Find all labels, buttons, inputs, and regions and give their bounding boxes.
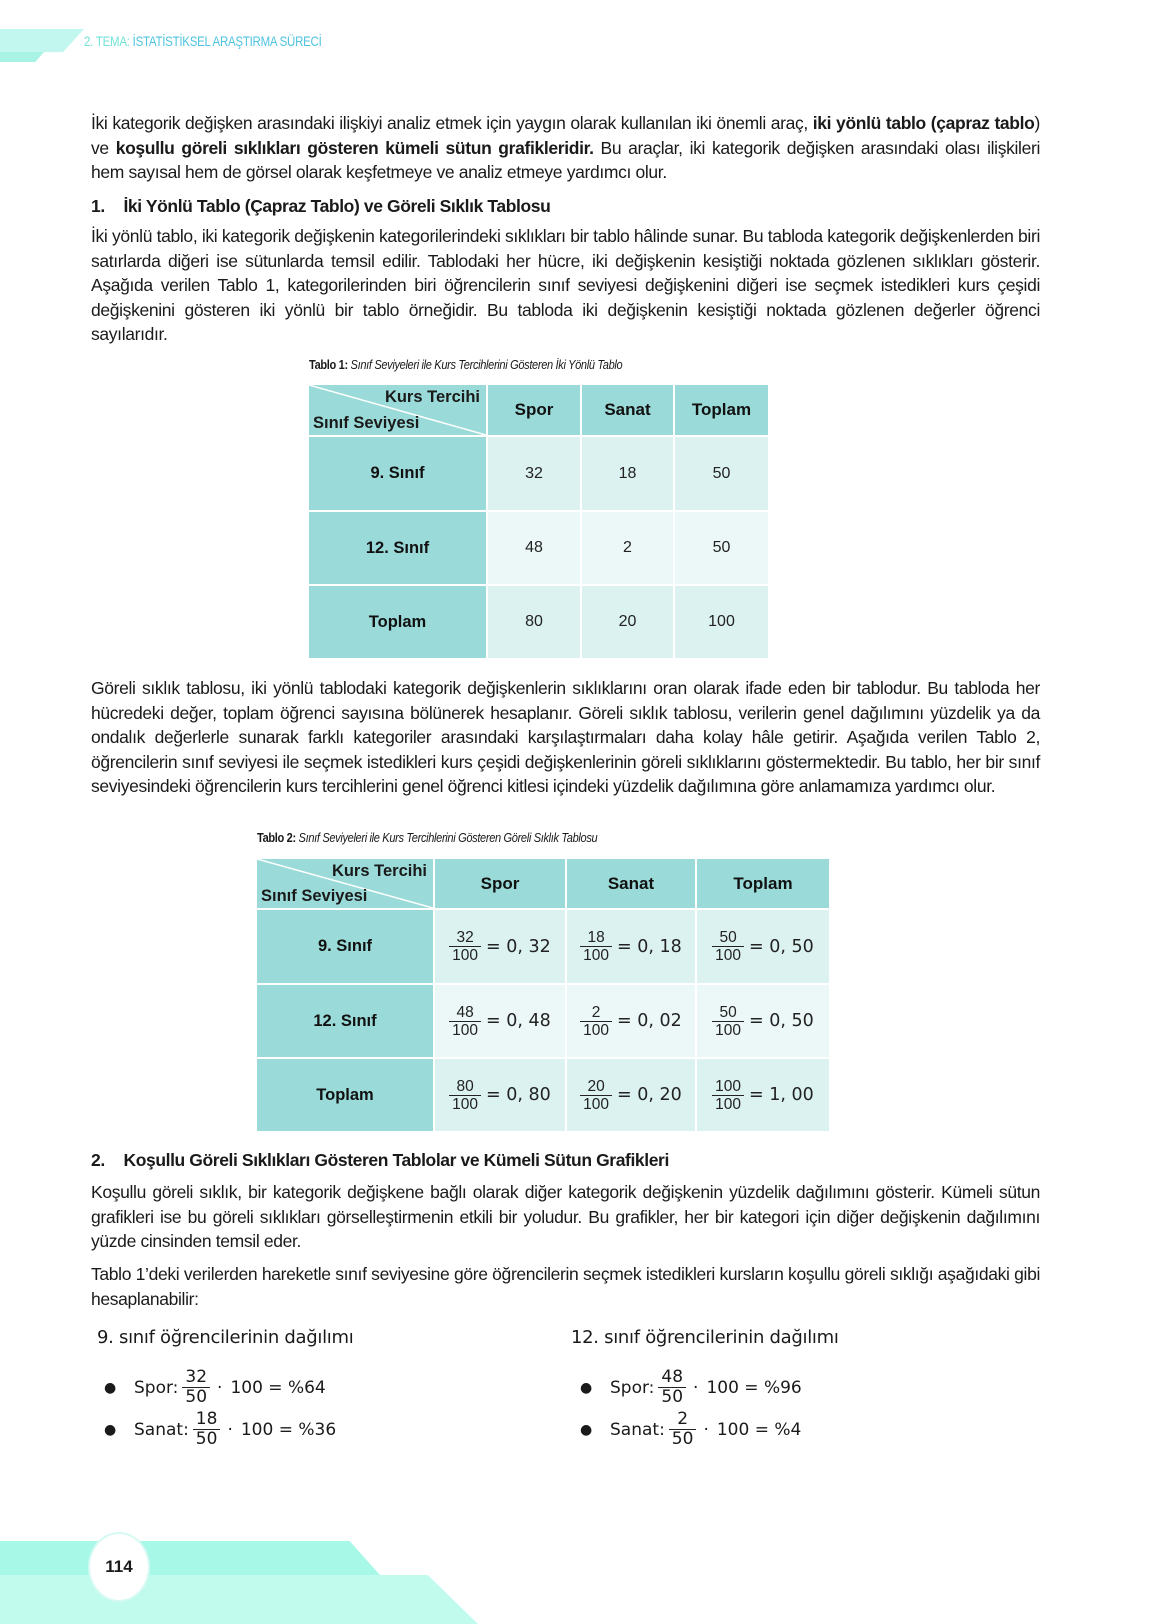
table2-col-header: Sanat bbox=[566, 858, 696, 909]
table-row bbox=[308, 511, 769, 585]
table1-col-header: Toplam bbox=[674, 384, 769, 436]
footer-band-lower bbox=[0, 1575, 478, 1624]
table-row bbox=[256, 1058, 830, 1132]
table1-cell: 80 bbox=[487, 585, 581, 659]
fraction: $\frac{32}{50}$ bbox=[182, 1368, 210, 1407]
table2-cell: $\frac{50}{100}$ = 0, 50 bbox=[696, 909, 830, 984]
table2-cell: $\frac{18}{100}$ = 0, 18 bbox=[566, 909, 696, 984]
table2-caption: Tablo 2: Sınıf Seviyeleri ile Kurs Tercihlerini Gösteren Göreli Sıklık Tablosu bbox=[257, 830, 598, 845]
distribution-9-sanat: ● Sanat: $\frac{18}{50}$ · 100 = %36 bbox=[104, 1409, 337, 1449]
theme-number: 2. TEMA: bbox=[84, 33, 130, 49]
table1-cell: 20 bbox=[581, 585, 674, 659]
table2-cell: $\frac{50}{100}$ = 0, 50 bbox=[696, 984, 830, 1058]
intro-paragraph: İki kategorik değişken arasındaki ilişkiyi analiz etmek için yaygın olarak kullanılan iki önemli araç, iki yönlü tablo (çapraz tablo) ve koşullu göreli sıklıkları gösteren kümeli sütun grafikleridir. Bu araçlar, iki kategorik değişken arasındaki olası ilişkileri hem sayısal hem de görsel olarak keşfetmeye ve analiz etmeye yardımcı olur. bbox=[91, 113, 1040, 183]
table1-cell: 32 bbox=[487, 436, 581, 511]
table1-row-header: 9. Sınıf bbox=[308, 436, 487, 511]
table2-cell: $\frac{80}{100}$ = 0, 80 bbox=[434, 1058, 566, 1132]
table1 bbox=[307, 383, 770, 660]
fraction: $\frac{18}{50}$ bbox=[193, 1410, 221, 1449]
section2-paragraph: Koşullu göreli sıklık, bir kategorik değişkene bağlı olarak diğer kategorik değişkenin yüzdelik dağılımını gösterir. Kümeli sütun grafikleri ise bu göreli sıklıkları görselleştirmenin etkili bir yoludur. Bu grafikler, her bir kategori için diğer değişkenin dağılımını yüzde cinsinden temsil eder. bbox=[91, 1182, 1040, 1252]
table1-cell: 100 bbox=[674, 585, 769, 659]
header-band-accent bbox=[0, 52, 44, 62]
table1-col-header: Sanat bbox=[581, 384, 674, 436]
bullet-icon: ● bbox=[104, 1379, 117, 1396]
table2-row-header: 9. Sınıf bbox=[256, 909, 434, 984]
table2-cell: $\frac{100}{100}$ = 1, 00 bbox=[696, 1058, 830, 1132]
table2-col-header: Toplam bbox=[696, 858, 830, 909]
fraction: $\frac{18}{100}$ bbox=[580, 929, 612, 964]
fraction: $\frac{100}{100}$ bbox=[712, 1078, 744, 1113]
table1-cell: 2 bbox=[581, 511, 674, 585]
fraction: $\frac{80}{100}$ bbox=[449, 1078, 481, 1113]
table1-cell: 50 bbox=[674, 436, 769, 511]
table2-cell: $\frac{32}{100}$ = 0, 32 bbox=[434, 909, 566, 984]
bullet-icon: ● bbox=[104, 1421, 117, 1438]
fraction: $\frac{50}{100}$ bbox=[712, 1004, 744, 1039]
distribution-12-title: 12. sınıf öğrencilerinin dağılımı bbox=[571, 1327, 839, 1348]
table-row bbox=[256, 984, 830, 1058]
fraction: $\frac{2}{100}$ bbox=[580, 1004, 612, 1039]
distribution-9-spor: ● Spor: $\frac{32}{50}$ · 100 = %64 bbox=[104, 1367, 326, 1407]
table1-row-header: Toplam bbox=[308, 585, 487, 659]
fraction: $\frac{48}{100}$ bbox=[449, 1004, 481, 1039]
bullet-icon: ● bbox=[580, 1421, 593, 1438]
table1-caption: Tablo 1: Sınıf Seviyeleri ile Kurs Tercihlerini Gösteren İki Yönlü Tablo bbox=[309, 357, 623, 372]
table2-cell: $\frac{48}{100}$ = 0, 48 bbox=[434, 984, 566, 1058]
table2-cell: $\frac{2}{100}$ = 0, 02 bbox=[566, 984, 696, 1058]
table1-cell: 18 bbox=[581, 436, 674, 511]
distribution-12-spor: ● Spor: $\frac{48}{50}$ · 100 = %96 bbox=[580, 1367, 802, 1407]
relative-frequency-paragraph: Göreli sıklık tablosu, iki yönlü tablodaki kategorik değişkenlerin sıklıklarını oran olarak ifade eden bir tablodur. Bu tabloda her hücredeki değer, toplam öğrenci sayısına bölünerek hesaplanır. Göreli sıklık tablosu, verilerin genel dağılımını yüzdelik ya da ondalık değerlerle sunarak farklı kategoriler arasındaki karşılaştırmaları daha kolay hâle getirir. Aşağıda verilen Tablo 2, öğrencilerin sınıf seviyesi ile seçmek istedikleri kurs çeşidi değişkenlerinin göreli sıklıklarını göstermektedir. Bu tablo, her bir sınıf seviyesindeki öğrencilerin kurs tercihlerini genel öğrenci kitlesi içindeki yüzdelik dağılımına göre anlamamıza yardımcı olur. bbox=[91, 678, 1040, 797]
table1-cell: 48 bbox=[487, 511, 581, 585]
footer-band bbox=[0, 1541, 380, 1575]
table1-row-header: 12. Sınıf bbox=[308, 511, 487, 585]
table1-col-header: Spor bbox=[487, 384, 581, 436]
distribution-9-title: 9. sınıf öğrencilerinin dağılımı bbox=[97, 1327, 354, 1348]
bullet-icon: ● bbox=[580, 1379, 593, 1396]
table-row bbox=[256, 909, 830, 984]
section1-heading: 1. İki Yönlü Tablo (Çapraz Tablo) ve Göreli Sıklık Tablosu bbox=[91, 196, 551, 216]
table-row bbox=[308, 585, 769, 659]
fraction: $\frac{50}{100}$ bbox=[712, 929, 744, 964]
table1-corner-cell: Kurs Tercihi Sınıf Seviyesi bbox=[308, 384, 487, 436]
table1-cell: 50 bbox=[674, 511, 769, 585]
page-number: 114 bbox=[88, 1532, 150, 1602]
section1-paragraph: İki yönlü tablo, iki kategorik değişkenin kategorilerindeki sıklıkları bir tablo hâlinde sunar. Bu tabloda kategorik değişkenlerden biri satırlarda diğeri ise sütunlarda temsil edilir. Tablodaki her hücre, iki değişkenin kesiştiği noktada gözlenen sıklıkları gösterir. Aşağıda verilen Tablo 1, kategorilerinden biri öğrencilerin sınıf seviyesi değişkenini diğeri ise seçmek istedikleri kurs çeşidi değişkenini gösteren iki yönlü bir tablo örneğidir. Bu tabloda iki değişkenin kesiştiği noktada gözlenen değerler öğrenci sayılarıdır. bbox=[91, 226, 1040, 345]
fraction: $\frac{48}{50}$ bbox=[658, 1368, 686, 1407]
theme-title bbox=[84, 33, 322, 49]
distribution-12-sanat: ● Sanat: $\frac{2}{50}$ · 100 = %4 bbox=[580, 1409, 802, 1449]
section2-paragraph2: Tablo 1’deki verilerden hareketle sınıf seviyesine göre öğrencilerin seçmek istedikleri kursların koşullu göreli sıklığı aşağıdaki gibi hesaplanabilir: bbox=[91, 1264, 1040, 1309]
fraction: $\frac{32}{100}$ bbox=[449, 929, 481, 964]
table2-corner-cell: Kurs Tercihi Sınıf Seviyesi bbox=[256, 858, 434, 909]
fraction: $\frac{2}{50}$ bbox=[669, 1410, 697, 1449]
table-row bbox=[308, 436, 769, 511]
table2-col-header: Spor bbox=[434, 858, 566, 909]
table2-cell: $\frac{20}{100}$ = 0, 20 bbox=[566, 1058, 696, 1132]
table2 bbox=[255, 857, 831, 1133]
theme-name: İSTATİSTİKSEL ARAŞTIRMA SÜRECİ bbox=[132, 33, 322, 49]
table2-row-header: 12. Sınıf bbox=[256, 984, 434, 1058]
section2-heading: 2. Koşullu Göreli Sıklıkları Gösteren Tablolar ve Kümeli Sütun Grafikleri bbox=[91, 1150, 669, 1170]
table2-row-header: Toplam bbox=[256, 1058, 434, 1132]
fraction: $\frac{20}{100}$ bbox=[580, 1078, 612, 1113]
